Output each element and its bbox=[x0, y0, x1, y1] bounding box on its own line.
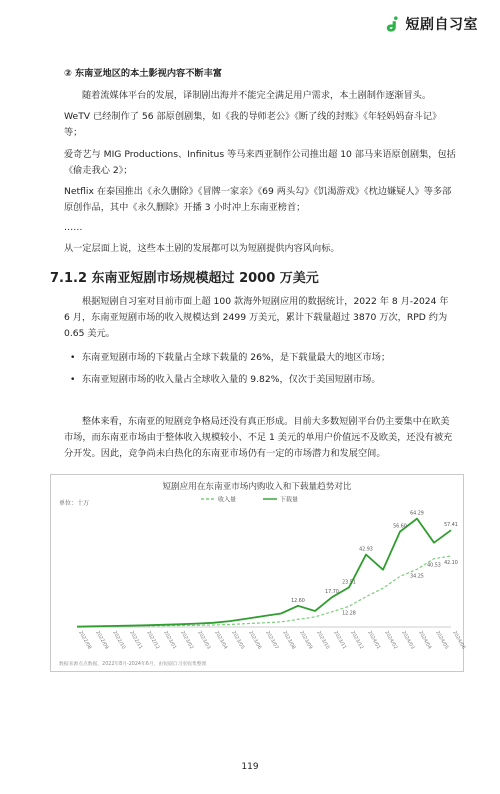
x-tick-label: 2022/10 bbox=[111, 630, 126, 651]
data-label: 17.70 bbox=[325, 590, 339, 596]
bullet-item: • 东南亚短剧市场的收入量占全球收入量的 9.82%，仅次于美国短剧市场。 bbox=[70, 372, 466, 388]
x-tick-label: 2024/02 bbox=[383, 630, 398, 651]
x-tick-label: 2023/12 bbox=[349, 630, 364, 651]
paragraph: 根据短剧自习室对目前市面上超 100 款海外短剧应用的数据统计，2022 年 8 月-2024 年 6 月，东南亚短剧市场的收入规模达到 2499 万美元，累计下载量超过 3870 万次，RPD 约为 0.65 美元。 bbox=[64, 296, 449, 339]
paragraph: 从一定层面上说，这些本土剧的发展都可以为短剧提供内容风向标。 bbox=[64, 243, 340, 254]
logo-mark-icon bbox=[385, 15, 403, 33]
logo-text: 短剧自习室 bbox=[405, 17, 478, 33]
x-tick-label: 2022/12 bbox=[145, 630, 160, 651]
chart-figure bbox=[50, 474, 464, 672]
paragraph: WeTV 已经制作了 56 部原创剧集，如《我的导师老公》《断了线的封账》《年轻妈妈奋斗记》等； bbox=[64, 111, 442, 138]
x-tick-label: 2022/09 bbox=[94, 630, 109, 651]
x-tick-label: 2023/04 bbox=[213, 630, 228, 651]
x-tick-label: 2023/05 bbox=[230, 630, 245, 651]
series-line-1 bbox=[77, 519, 451, 627]
paragraph: Netflix 在泰国推出《永久删除》《冒牌一家亲》《69 两头勾》《饥渴游戏》《枕边嫌疑人》等多部原创作品，其中《永久删除》开播 3 小时冲上东南亚榜首； bbox=[64, 186, 452, 213]
page-number: 119 bbox=[241, 762, 259, 772]
x-tick-label: 2023/08 bbox=[281, 630, 296, 651]
data-label: 23.51 bbox=[342, 580, 356, 586]
paragraph: 随着流媒体平台的发展，译制剧出海并不能完全满足用户需求，本土剧制作逐渐冒头。 bbox=[82, 90, 432, 101]
legend-label-1: 下载量 bbox=[280, 496, 299, 504]
x-tick-label: 2024/03 bbox=[400, 630, 415, 651]
x-tick-label: 2024/04 bbox=[417, 630, 432, 651]
x-tick-label: 2023/10 bbox=[315, 630, 330, 651]
x-tick-label: 2024/01 bbox=[366, 630, 381, 651]
paragraph: 爱奇艺与 MIG Productions、Infinitus 等马来西亚制作公司推出超 10 部马来语原创剧集，包括《偷走我心 2》； bbox=[64, 149, 456, 176]
x-tick-label: 2022/08 bbox=[77, 630, 92, 651]
paragraph: …… bbox=[64, 222, 83, 233]
data-label: 40.53 bbox=[427, 563, 441, 569]
data-label: 64.29 bbox=[410, 511, 424, 517]
x-tick-label: 2022/11 bbox=[128, 630, 143, 651]
line-chart bbox=[51, 475, 466, 671]
x-tick-label: 2023/09 bbox=[298, 630, 313, 651]
x-tick-label: 2024/05 bbox=[434, 630, 449, 651]
data-label: 42.93 bbox=[359, 547, 373, 553]
x-tick-label: 2023/03 bbox=[196, 630, 211, 651]
data-label: 56.60 bbox=[393, 524, 407, 530]
x-tick-label: 2023/01 bbox=[162, 630, 177, 651]
x-tick-label: 2023/11 bbox=[332, 630, 347, 651]
chart-unit-label: 单位：十万 bbox=[59, 500, 90, 507]
paragraph: 整体来看，东南亚的短剧竞争格局还没有真正形成。目前大多数短剧平台仍主要集中在欧美市场，而东南亚市场由于整体收入规模较小、不足 1 美元的单用户价值远不及欧美，还没有被充分开发。因此，竞争尚未白热化的东南亚市场仍有一定的市场潜力和发展空间。 bbox=[64, 416, 453, 459]
data-label: 12.60 bbox=[291, 598, 305, 604]
x-tick-label: 2024/06 bbox=[451, 630, 466, 651]
x-tick-label: 2023/06 bbox=[247, 630, 262, 651]
data-label: 42.10 bbox=[444, 561, 458, 567]
chart-source-note: 数据来源点点数据，2022年8月-2024年6月，由短剧自习室收集整理 bbox=[59, 662, 207, 667]
chart-title: 短剧应用在东南亚市场内购收入和下载量趋势对比 bbox=[162, 482, 352, 492]
subsection-title: ② 东南亚地区的本土影视内容不断丰富 bbox=[64, 68, 222, 79]
brand-logo bbox=[385, 14, 479, 34]
section-heading: 7.1.2 东南亚短剧市场规模超过 2000 万美元 bbox=[50, 271, 319, 286]
bullet-item: • 东南亚短剧市场的下载量占全球下载量的 26%，是下载量最大的地区市场； bbox=[70, 350, 466, 366]
x-tick-label: 2023/07 bbox=[264, 630, 279, 651]
data-label: 12.28 bbox=[342, 611, 356, 617]
data-label: 57.41 bbox=[444, 523, 458, 529]
data-label: 34.25 bbox=[410, 574, 424, 580]
legend-label-0: 收入量 bbox=[218, 496, 237, 504]
x-tick-label: 2023/02 bbox=[179, 630, 194, 651]
